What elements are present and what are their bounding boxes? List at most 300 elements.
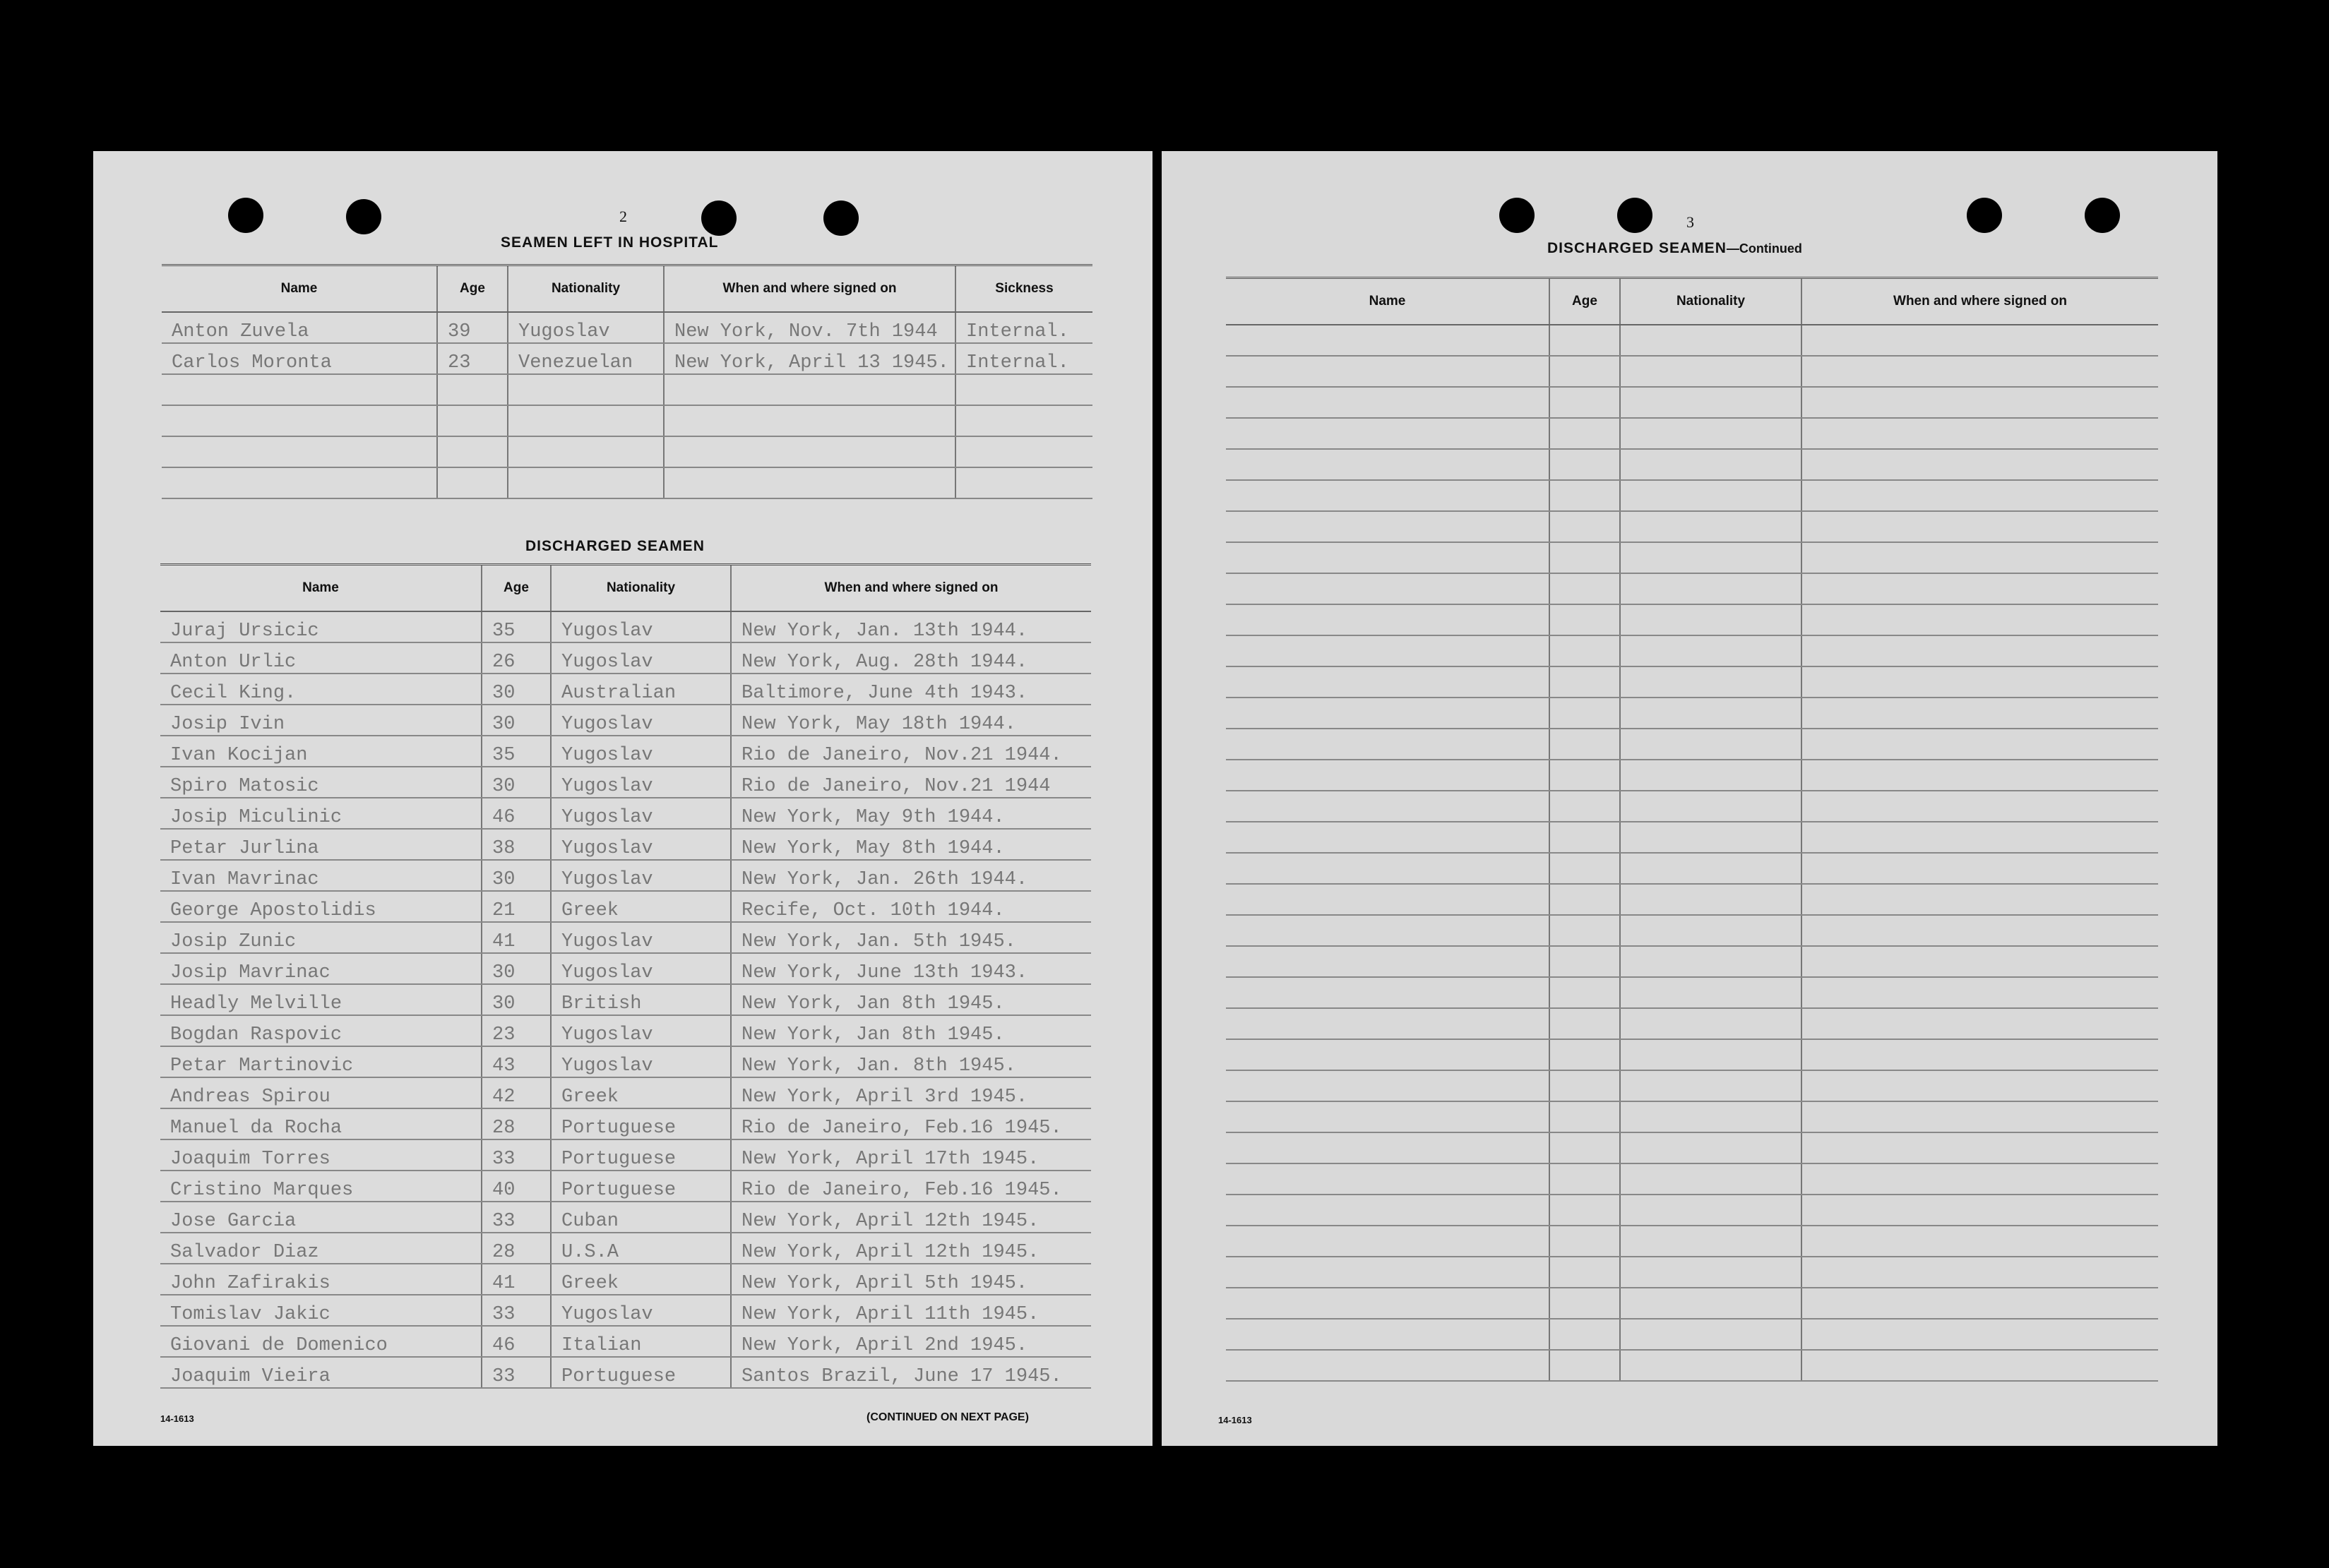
table-cell: 46 bbox=[482, 1326, 551, 1357]
blank-row bbox=[1226, 1319, 2158, 1350]
table-cell: Josip Ivin bbox=[160, 705, 482, 736]
table-cell: Yugoslav bbox=[551, 705, 731, 736]
column-header: Age bbox=[1549, 278, 1620, 325]
table-cell: Carlos Moronta bbox=[162, 343, 437, 374]
blank-row bbox=[1226, 1132, 2158, 1163]
table-cell bbox=[1620, 698, 1801, 729]
table-cell bbox=[1226, 729, 1549, 760]
table-cell bbox=[1549, 977, 1620, 1008]
table-cell: New York, April 12th 1945. bbox=[731, 1233, 1091, 1264]
table-cell bbox=[1549, 1226, 1620, 1257]
table-cell bbox=[1549, 1163, 1620, 1195]
continued-header-row bbox=[1226, 278, 2158, 325]
table-cell: 33 bbox=[482, 1357, 551, 1388]
punch-hole bbox=[346, 199, 381, 234]
table-cell bbox=[1620, 915, 1801, 946]
table-cell: Josip Zunic bbox=[160, 922, 482, 953]
table-cell: 33 bbox=[482, 1202, 551, 1233]
table-cell: George Apostolidis bbox=[160, 891, 482, 922]
table-cell bbox=[1801, 1350, 2158, 1381]
table-cell bbox=[1801, 698, 2158, 729]
table-cell bbox=[1620, 1319, 1801, 1350]
table-cell bbox=[1549, 1195, 1620, 1226]
table-cell: Yugoslav bbox=[551, 1015, 731, 1046]
table-cell: Portuguese bbox=[551, 1357, 731, 1388]
table-cell bbox=[1549, 853, 1620, 884]
table-cell: 33 bbox=[482, 1295, 551, 1326]
table-cell: 23 bbox=[482, 1015, 551, 1046]
column-header: Age bbox=[437, 265, 508, 313]
table-cell bbox=[1620, 760, 1801, 791]
table-cell bbox=[1226, 853, 1549, 884]
table-cell bbox=[1620, 542, 1801, 573]
table-cell bbox=[1226, 791, 1549, 822]
table-cell: 30 bbox=[482, 953, 551, 984]
table-cell bbox=[955, 467, 1092, 498]
table-cell bbox=[664, 436, 955, 467]
table-row bbox=[162, 467, 1092, 498]
table-cell: 43 bbox=[482, 1046, 551, 1077]
table-cell bbox=[1801, 884, 2158, 915]
table-cell: Anton Zuvela bbox=[162, 312, 437, 343]
table-cell bbox=[1620, 418, 1801, 449]
table-cell bbox=[1620, 1101, 1801, 1132]
table-cell: Yugoslav bbox=[508, 312, 664, 343]
table-cell: British bbox=[551, 984, 731, 1015]
table-cell bbox=[1226, 1195, 1549, 1226]
table-cell: 39 bbox=[437, 312, 508, 343]
blank-row bbox=[1226, 853, 2158, 884]
table-cell: Cuban bbox=[551, 1202, 731, 1233]
table-cell bbox=[1620, 666, 1801, 698]
table-cell: New York, Jan. 5th 1945. bbox=[731, 922, 1091, 953]
blank-row bbox=[1226, 1195, 2158, 1226]
table-cell bbox=[1226, 635, 1549, 666]
table-cell: Yugoslav bbox=[551, 922, 731, 953]
blank-row bbox=[1226, 1257, 2158, 1288]
table-cell: New York, Jan 8th 1945. bbox=[731, 1015, 1091, 1046]
table-cell: Manuel da Rocha bbox=[160, 1108, 482, 1139]
table-cell: New York, April 13 1945. bbox=[664, 343, 955, 374]
blank-row bbox=[1226, 1163, 2158, 1195]
table-cell bbox=[1549, 604, 1620, 635]
table-cell bbox=[1226, 1319, 1549, 1350]
table-cell bbox=[1549, 666, 1620, 698]
table-cell bbox=[1801, 325, 2158, 356]
table-cell bbox=[1801, 1008, 2158, 1039]
table-cell bbox=[437, 405, 508, 436]
blank-row bbox=[1226, 1039, 2158, 1070]
blank-row bbox=[1226, 915, 2158, 946]
table-cell: Cecil King. bbox=[160, 674, 482, 705]
table-cell: Venezuelan bbox=[508, 343, 664, 374]
table-row bbox=[160, 705, 1091, 736]
table-cell bbox=[1549, 1101, 1620, 1132]
table-cell: Spiro Matosic bbox=[160, 767, 482, 798]
table-row bbox=[160, 1264, 1091, 1295]
table-cell: Portuguese bbox=[551, 1171, 731, 1202]
table-cell: Andreas Spirou bbox=[160, 1077, 482, 1108]
table-cell bbox=[1549, 449, 1620, 480]
discharged-table bbox=[160, 563, 1091, 1389]
table-cell bbox=[1620, 1039, 1801, 1070]
blank-row bbox=[1226, 698, 2158, 729]
table-cell: New York, April 2nd 1945. bbox=[731, 1326, 1091, 1357]
table-cell bbox=[1226, 449, 1549, 480]
table-cell bbox=[162, 374, 437, 405]
table-cell bbox=[1801, 542, 2158, 573]
column-header: Nationality bbox=[551, 565, 731, 612]
table-cell: Yugoslav bbox=[551, 611, 731, 642]
table-cell bbox=[1549, 760, 1620, 791]
continued-title bbox=[1547, 240, 1802, 257]
table-row bbox=[160, 1233, 1091, 1264]
table-cell: Yugoslav bbox=[551, 1295, 731, 1326]
table-cell bbox=[1801, 1132, 2158, 1163]
table-cell: Rio de Janeiro, Nov.21 1944. bbox=[731, 736, 1091, 767]
table-cell bbox=[1801, 666, 2158, 698]
hospital-table bbox=[162, 264, 1092, 499]
punch-hole bbox=[2085, 198, 2120, 233]
table-cell bbox=[1620, 946, 1801, 977]
table-cell: Tomislav Jakic bbox=[160, 1295, 482, 1326]
table-cell bbox=[1801, 356, 2158, 387]
table-cell bbox=[955, 374, 1092, 405]
table-cell: Internal. bbox=[955, 343, 1092, 374]
table-cell: Greek bbox=[551, 1077, 731, 1108]
table-cell bbox=[1801, 1226, 2158, 1257]
page-number: 3 bbox=[1686, 213, 1694, 231]
table-row bbox=[160, 829, 1091, 860]
table-cell bbox=[1620, 511, 1801, 542]
hospital-header-row bbox=[162, 265, 1092, 313]
table-row bbox=[160, 1326, 1091, 1357]
table-cell bbox=[1549, 387, 1620, 418]
table-row bbox=[160, 1171, 1091, 1202]
table-cell bbox=[1226, 1350, 1549, 1381]
blank-row bbox=[1226, 480, 2158, 511]
table-cell: New York, Jan 8th 1945. bbox=[731, 984, 1091, 1015]
table-row bbox=[162, 374, 1092, 405]
blank-row bbox=[1226, 387, 2158, 418]
table-cell: Italian bbox=[551, 1326, 731, 1357]
table-cell: Yugoslav bbox=[551, 767, 731, 798]
table-cell bbox=[1620, 356, 1801, 387]
table-cell bbox=[1620, 1226, 1801, 1257]
table-cell bbox=[1226, 480, 1549, 511]
table-cell: 30 bbox=[482, 767, 551, 798]
table-row bbox=[160, 1108, 1091, 1139]
table-cell: Yugoslav bbox=[551, 736, 731, 767]
table-row bbox=[162, 405, 1092, 436]
table-cell bbox=[1801, 480, 2158, 511]
table-cell bbox=[437, 436, 508, 467]
table-cell bbox=[1226, 946, 1549, 977]
table-cell bbox=[1801, 946, 2158, 977]
table-cell bbox=[508, 405, 664, 436]
column-header: Nationality bbox=[1620, 278, 1801, 325]
table-cell: Ivan Mavrinac bbox=[160, 860, 482, 891]
table-cell bbox=[955, 405, 1092, 436]
table-cell: New York, April 17th 1945. bbox=[731, 1139, 1091, 1171]
blank-row bbox=[1226, 1288, 2158, 1319]
table-cell bbox=[1620, 884, 1801, 915]
table-cell bbox=[1620, 387, 1801, 418]
blank-row bbox=[1226, 666, 2158, 698]
table-cell: 35 bbox=[482, 611, 551, 642]
table-cell: 28 bbox=[482, 1108, 551, 1139]
blank-row bbox=[1226, 822, 2158, 853]
table-cell: 38 bbox=[482, 829, 551, 860]
table-cell bbox=[1801, 1319, 2158, 1350]
punch-hole bbox=[228, 198, 263, 233]
table-cell: 41 bbox=[482, 1264, 551, 1295]
table-cell: Greek bbox=[551, 891, 731, 922]
column-header: When and where signed on bbox=[664, 265, 955, 313]
table-row bbox=[160, 953, 1091, 984]
table-cell bbox=[1549, 573, 1620, 604]
table-cell: 28 bbox=[482, 1233, 551, 1264]
right-page bbox=[1162, 151, 2217, 1446]
table-cell bbox=[1620, 449, 1801, 480]
table-cell: 46 bbox=[482, 798, 551, 829]
table-cell bbox=[1801, 1070, 2158, 1101]
table-cell: Australian bbox=[551, 674, 731, 705]
table-cell bbox=[1549, 1288, 1620, 1319]
table-cell bbox=[1226, 1008, 1549, 1039]
table-row bbox=[160, 736, 1091, 767]
table-cell bbox=[1620, 1008, 1801, 1039]
form-number: 14-1613 bbox=[1218, 1415, 1252, 1425]
table-cell bbox=[1620, 822, 1801, 853]
blank-row bbox=[1226, 449, 2158, 480]
table-cell bbox=[1549, 1132, 1620, 1163]
table-cell bbox=[1801, 1195, 2158, 1226]
table-row bbox=[160, 1295, 1091, 1326]
table-row bbox=[160, 891, 1091, 922]
table-cell bbox=[1620, 1288, 1801, 1319]
table-row bbox=[160, 922, 1091, 953]
column-header: Sickness bbox=[955, 265, 1092, 313]
table-cell bbox=[1549, 480, 1620, 511]
table-cell bbox=[1801, 791, 2158, 822]
continued-table bbox=[1226, 277, 2158, 1382]
table-cell bbox=[162, 405, 437, 436]
table-row bbox=[160, 1046, 1091, 1077]
table-cell: 42 bbox=[482, 1077, 551, 1108]
table-cell bbox=[1226, 542, 1549, 573]
table-cell: 30 bbox=[482, 705, 551, 736]
continued-note: (CONTINUED ON NEXT PAGE) bbox=[866, 1411, 1029, 1423]
continued-title-suffix: —Continued bbox=[1726, 241, 1802, 256]
blank-row bbox=[1226, 1350, 2158, 1381]
table-cell: U.S.A bbox=[551, 1233, 731, 1264]
table-cell: New York, May 8th 1944. bbox=[731, 829, 1091, 860]
table-cell bbox=[1549, 822, 1620, 853]
table-cell bbox=[1801, 1101, 2158, 1132]
table-cell bbox=[1226, 1163, 1549, 1195]
table-cell bbox=[1801, 1288, 2158, 1319]
blank-row bbox=[1226, 791, 2158, 822]
table-cell bbox=[1620, 480, 1801, 511]
form-number: 14-1613 bbox=[160, 1413, 194, 1424]
table-cell bbox=[1801, 635, 2158, 666]
table-cell: 30 bbox=[482, 674, 551, 705]
table-cell: Santos Brazil, June 17 1945. bbox=[731, 1357, 1091, 1388]
table-cell bbox=[1549, 1008, 1620, 1039]
table-cell: Giovani de Domenico bbox=[160, 1326, 482, 1357]
table-cell: New York, April 12th 1945. bbox=[731, 1202, 1091, 1233]
table-cell bbox=[1226, 573, 1549, 604]
table-cell bbox=[1801, 418, 2158, 449]
table-cell: Jose Garcia bbox=[160, 1202, 482, 1233]
table-cell bbox=[1549, 356, 1620, 387]
table-cell: Juraj Ursicic bbox=[160, 611, 482, 642]
table-cell bbox=[1549, 1350, 1620, 1381]
table-cell bbox=[1226, 356, 1549, 387]
punch-hole bbox=[1499, 198, 1535, 233]
table-row bbox=[160, 642, 1091, 674]
table-row bbox=[160, 1202, 1091, 1233]
table-cell: Headly Melville bbox=[160, 984, 482, 1015]
blank-row bbox=[1226, 729, 2158, 760]
table-cell bbox=[1549, 418, 1620, 449]
table-cell: Ivan Kocijan bbox=[160, 736, 482, 767]
table-cell bbox=[1801, 387, 2158, 418]
table-row bbox=[160, 860, 1091, 891]
table-cell bbox=[1226, 915, 1549, 946]
punch-hole bbox=[701, 201, 737, 236]
column-header: When and where signed on bbox=[731, 565, 1091, 612]
table-cell bbox=[1226, 1226, 1549, 1257]
table-cell bbox=[1226, 511, 1549, 542]
table-cell bbox=[1620, 853, 1801, 884]
table-row bbox=[162, 436, 1092, 467]
table-cell: New York, April 5th 1945. bbox=[731, 1264, 1091, 1295]
table-row bbox=[160, 767, 1091, 798]
table-cell: 35 bbox=[482, 736, 551, 767]
table-cell: 40 bbox=[482, 1171, 551, 1202]
table-cell bbox=[1226, 666, 1549, 698]
table-cell: Joaquim Torres bbox=[160, 1139, 482, 1171]
table-row bbox=[160, 611, 1091, 642]
table-row bbox=[162, 312, 1092, 343]
table-cell: Cristino Marques bbox=[160, 1171, 482, 1202]
table-cell bbox=[1620, 791, 1801, 822]
table-cell bbox=[1226, 604, 1549, 635]
table-cell bbox=[1620, 635, 1801, 666]
table-cell bbox=[1549, 915, 1620, 946]
table-cell bbox=[1801, 760, 2158, 791]
table-cell bbox=[664, 405, 955, 436]
column-header: Name bbox=[1226, 278, 1549, 325]
table-cell bbox=[1620, 604, 1801, 635]
table-row bbox=[160, 984, 1091, 1015]
table-cell bbox=[1801, 729, 2158, 760]
table-cell: Baltimore, June 4th 1943. bbox=[731, 674, 1091, 705]
table-cell: Petar Jurlina bbox=[160, 829, 482, 860]
table-cell: New York, Jan. 13th 1944. bbox=[731, 611, 1091, 642]
table-row bbox=[160, 1357, 1091, 1388]
table-cell: Recife, Oct. 10th 1944. bbox=[731, 891, 1091, 922]
table-cell: New York, May 9th 1944. bbox=[731, 798, 1091, 829]
table-cell bbox=[1549, 325, 1620, 356]
table-cell bbox=[664, 374, 955, 405]
table-cell: Yugoslav bbox=[551, 1046, 731, 1077]
table-cell bbox=[1801, 511, 2158, 542]
table-cell bbox=[1549, 542, 1620, 573]
table-cell bbox=[1549, 946, 1620, 977]
blank-row bbox=[1226, 356, 2158, 387]
table-cell bbox=[955, 436, 1092, 467]
table-row bbox=[160, 674, 1091, 705]
blank-row bbox=[1226, 511, 2158, 542]
blank-row bbox=[1226, 977, 2158, 1008]
discharged-header-row bbox=[160, 565, 1091, 612]
table-cell: Salvador Diaz bbox=[160, 1233, 482, 1264]
table-cell: Yugoslav bbox=[551, 860, 731, 891]
table-cell: Joaquim Vieira bbox=[160, 1357, 482, 1388]
table-cell bbox=[1801, 449, 2158, 480]
table-cell bbox=[1549, 1039, 1620, 1070]
table-cell: 41 bbox=[482, 922, 551, 953]
table-cell bbox=[1226, 1132, 1549, 1163]
table-cell: New York, May 18th 1944. bbox=[731, 705, 1091, 736]
blank-row bbox=[1226, 604, 2158, 635]
table-cell bbox=[664, 467, 955, 498]
blank-row bbox=[1226, 1070, 2158, 1101]
blank-row bbox=[1226, 418, 2158, 449]
table-cell bbox=[1226, 698, 1549, 729]
table-cell bbox=[437, 374, 508, 405]
blank-row bbox=[1226, 542, 2158, 573]
hospital-title: SEAMEN LEFT IN HOSPITAL bbox=[501, 234, 719, 251]
table-cell: Josip Miculinic bbox=[160, 798, 482, 829]
table-cell: New York, April 11th 1945. bbox=[731, 1295, 1091, 1326]
table-cell bbox=[1226, 822, 1549, 853]
blank-row bbox=[1226, 1226, 2158, 1257]
table-row bbox=[162, 343, 1092, 374]
table-cell bbox=[1801, 822, 2158, 853]
column-header: Age bbox=[482, 565, 551, 612]
table-cell bbox=[1801, 977, 2158, 1008]
table-cell: Yugoslav bbox=[551, 953, 731, 984]
table-row bbox=[160, 1139, 1091, 1171]
table-cell bbox=[1549, 635, 1620, 666]
table-cell: Rio de Janeiro, Nov.21 1944 bbox=[731, 767, 1091, 798]
table-cell bbox=[1549, 511, 1620, 542]
table-cell bbox=[1801, 573, 2158, 604]
table-cell: New York, June 13th 1943. bbox=[731, 953, 1091, 984]
table-cell: Internal. bbox=[955, 312, 1092, 343]
table-cell: Rio de Janeiro, Feb.16 1945. bbox=[731, 1108, 1091, 1139]
table-cell: Yugoslav bbox=[551, 642, 731, 674]
table-cell bbox=[1620, 573, 1801, 604]
continued-title-main: DISCHARGED SEAMEN bbox=[1547, 240, 1727, 256]
column-header: Nationality bbox=[508, 265, 664, 313]
table-cell: Portuguese bbox=[551, 1108, 731, 1139]
table-cell bbox=[162, 467, 437, 498]
table-cell bbox=[1620, 1195, 1801, 1226]
table-cell bbox=[508, 374, 664, 405]
table-cell bbox=[1620, 1132, 1801, 1163]
blank-row bbox=[1226, 946, 2158, 977]
table-cell bbox=[1620, 1350, 1801, 1381]
left-page bbox=[93, 151, 1152, 1446]
table-cell bbox=[1226, 1070, 1549, 1101]
table-cell bbox=[1620, 325, 1801, 356]
table-cell: 23 bbox=[437, 343, 508, 374]
